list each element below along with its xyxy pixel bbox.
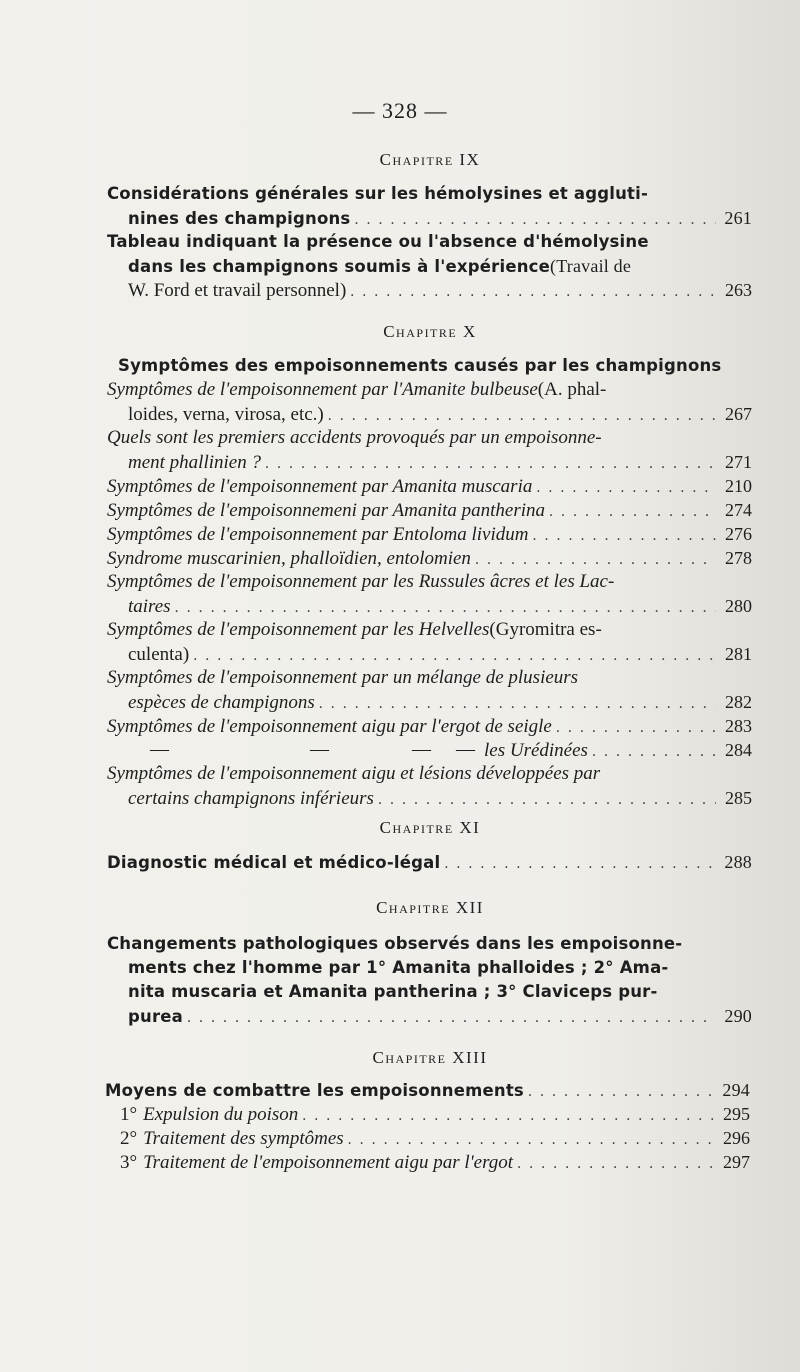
page-ref: 285 bbox=[725, 788, 752, 808]
page-ref: 295 bbox=[723, 1104, 750, 1124]
toc-entry-line: Symptômes de l'empoisonnement aigu et lésions développées par bbox=[107, 763, 601, 784]
toc-entry-line: Symptômes de l'empoisonnemeni par Amanita pantherina . . . 274 bbox=[107, 498, 752, 522]
toc-entry-line: Symptômes des empoisonnements causés par les champignons bbox=[118, 356, 722, 375]
page-ref: 283 bbox=[725, 716, 752, 736]
page-ref: 280 bbox=[725, 596, 752, 616]
toc-entry-line: Tableau indiquant la présence ou l'absence d'hémolysine bbox=[107, 232, 649, 251]
page-ref: 284 bbox=[725, 740, 752, 760]
toc-entry-line: loides, verna, virosa, etc.) . . . 267 bbox=[128, 402, 752, 426]
toc-entry-line: dans les champignons soumis à l'expérience (Travail de bbox=[128, 256, 632, 276]
toc-entry-line: W. Ford et travail personnel) . . . 263 bbox=[128, 278, 752, 302]
toc-entry-line: les Urédinées . . . 284 bbox=[484, 738, 752, 762]
ditto-dash: — bbox=[310, 739, 329, 760]
toc-entry-line: ments chez l'homme par 1° Amanita phalloides ; 2° Ama- bbox=[128, 958, 669, 977]
toc-entry-line: taires . . . 280 bbox=[128, 594, 752, 618]
ditto-dash: — bbox=[456, 739, 475, 760]
toc-entry-line: Symptômes de l'empoisonnement par un mélange de plusieurs bbox=[107, 667, 579, 688]
page-ref: 278 bbox=[725, 548, 752, 568]
page-ref: 290 bbox=[724, 1006, 752, 1026]
toc-entry-line: culenta) . . . 281 bbox=[128, 642, 752, 666]
page-number: — 328 — bbox=[352, 98, 448, 123]
ditto-dash: — bbox=[150, 739, 169, 760]
toc-entry-line: espèces de champignons . . . 282 bbox=[128, 690, 752, 714]
page-ref: 274 bbox=[725, 500, 752, 520]
toc-entry-line: ment phallinien ? . . . 271 bbox=[128, 450, 752, 474]
toc-entry-line: Quels sont les premiers accidents provoqués par un empoisonne- bbox=[107, 427, 602, 448]
ditto-dash: — bbox=[412, 739, 431, 760]
page-ref: 271 bbox=[725, 452, 752, 472]
page-ref: 210 bbox=[725, 476, 752, 496]
chapter-heading: Chapitre XI bbox=[379, 818, 481, 837]
toc-entry-line: nita muscaria et Amanita pantherina ; 3° Claviceps pur- bbox=[128, 982, 658, 1001]
toc-entry-line: Symptômes de l'empoisonnement par l'Amanite bulbeuse (A. phal- bbox=[107, 379, 607, 400]
toc-entry-line: purea . . . 290 bbox=[128, 1004, 752, 1028]
page-ref: 267 bbox=[725, 404, 752, 424]
toc-entry-line: Symptômes de l'empoisonnement par Entoloma lividum . . . 276 bbox=[107, 522, 752, 546]
toc-entry-line: Symptômes de l'empoisonnement par les Helvelles (Gyromitra es- bbox=[107, 619, 602, 640]
chapter-heading: Chapitre IX bbox=[379, 150, 481, 169]
page-ref: 281 bbox=[725, 644, 752, 664]
toc-entry-line: Symptômes de l'empoisonnement aigu par l'ergot de seigle . . . 283 bbox=[107, 714, 752, 738]
page-ref: 261 bbox=[724, 208, 752, 228]
chapter-heading: Chapitre XIII bbox=[372, 1048, 488, 1067]
toc-entry-line: certains champignons inférieurs . . . 285 bbox=[128, 786, 752, 810]
toc-entry-line: Symptômes de l'empoisonnement par Amanita muscaria . . . 210 bbox=[107, 474, 752, 498]
toc-entry-line: 2° Traitement des symptômes . . . 296 bbox=[120, 1126, 750, 1150]
toc-entry-line: Syndrome muscarinien, phalloïdien, entolomien . . . 278 bbox=[107, 546, 752, 570]
page-ref: 282 bbox=[725, 692, 752, 712]
chapter-heading: Chapitre XII bbox=[376, 898, 484, 917]
page-ref: 297 bbox=[723, 1152, 750, 1172]
toc-entry-line: Changements pathologiques observés dans les empoisonne- bbox=[107, 934, 683, 953]
toc-entry-line: 3° Traitement de l'empoisonnement aigu par l'ergot . . . 297 bbox=[120, 1150, 750, 1174]
toc-entry-line: nines des champignons . . . 261 bbox=[128, 206, 752, 230]
toc-entry-line: 1° Expulsion du poison . . . 295 bbox=[120, 1102, 750, 1126]
toc-entry-line: Moyens de combattre les empoisonnements . . . 294 bbox=[105, 1078, 750, 1102]
page-ref: 276 bbox=[725, 524, 752, 544]
chapter-heading: Chapitre X bbox=[383, 322, 477, 341]
page-ref: 294 bbox=[722, 1080, 750, 1100]
toc-entry-line: Diagnostic médical et médico-légal . . . 288 bbox=[107, 850, 752, 874]
page-ref: 288 bbox=[724, 852, 752, 872]
toc-entry-line: Considérations générales sur les hémolysines et aggluti- bbox=[107, 184, 649, 203]
page-ref: 263 bbox=[725, 280, 752, 300]
toc-entry-line: Symptômes de l'empoisonnement par les Russules âcres et les Lac- bbox=[107, 571, 615, 592]
page-ref: 296 bbox=[723, 1128, 750, 1148]
